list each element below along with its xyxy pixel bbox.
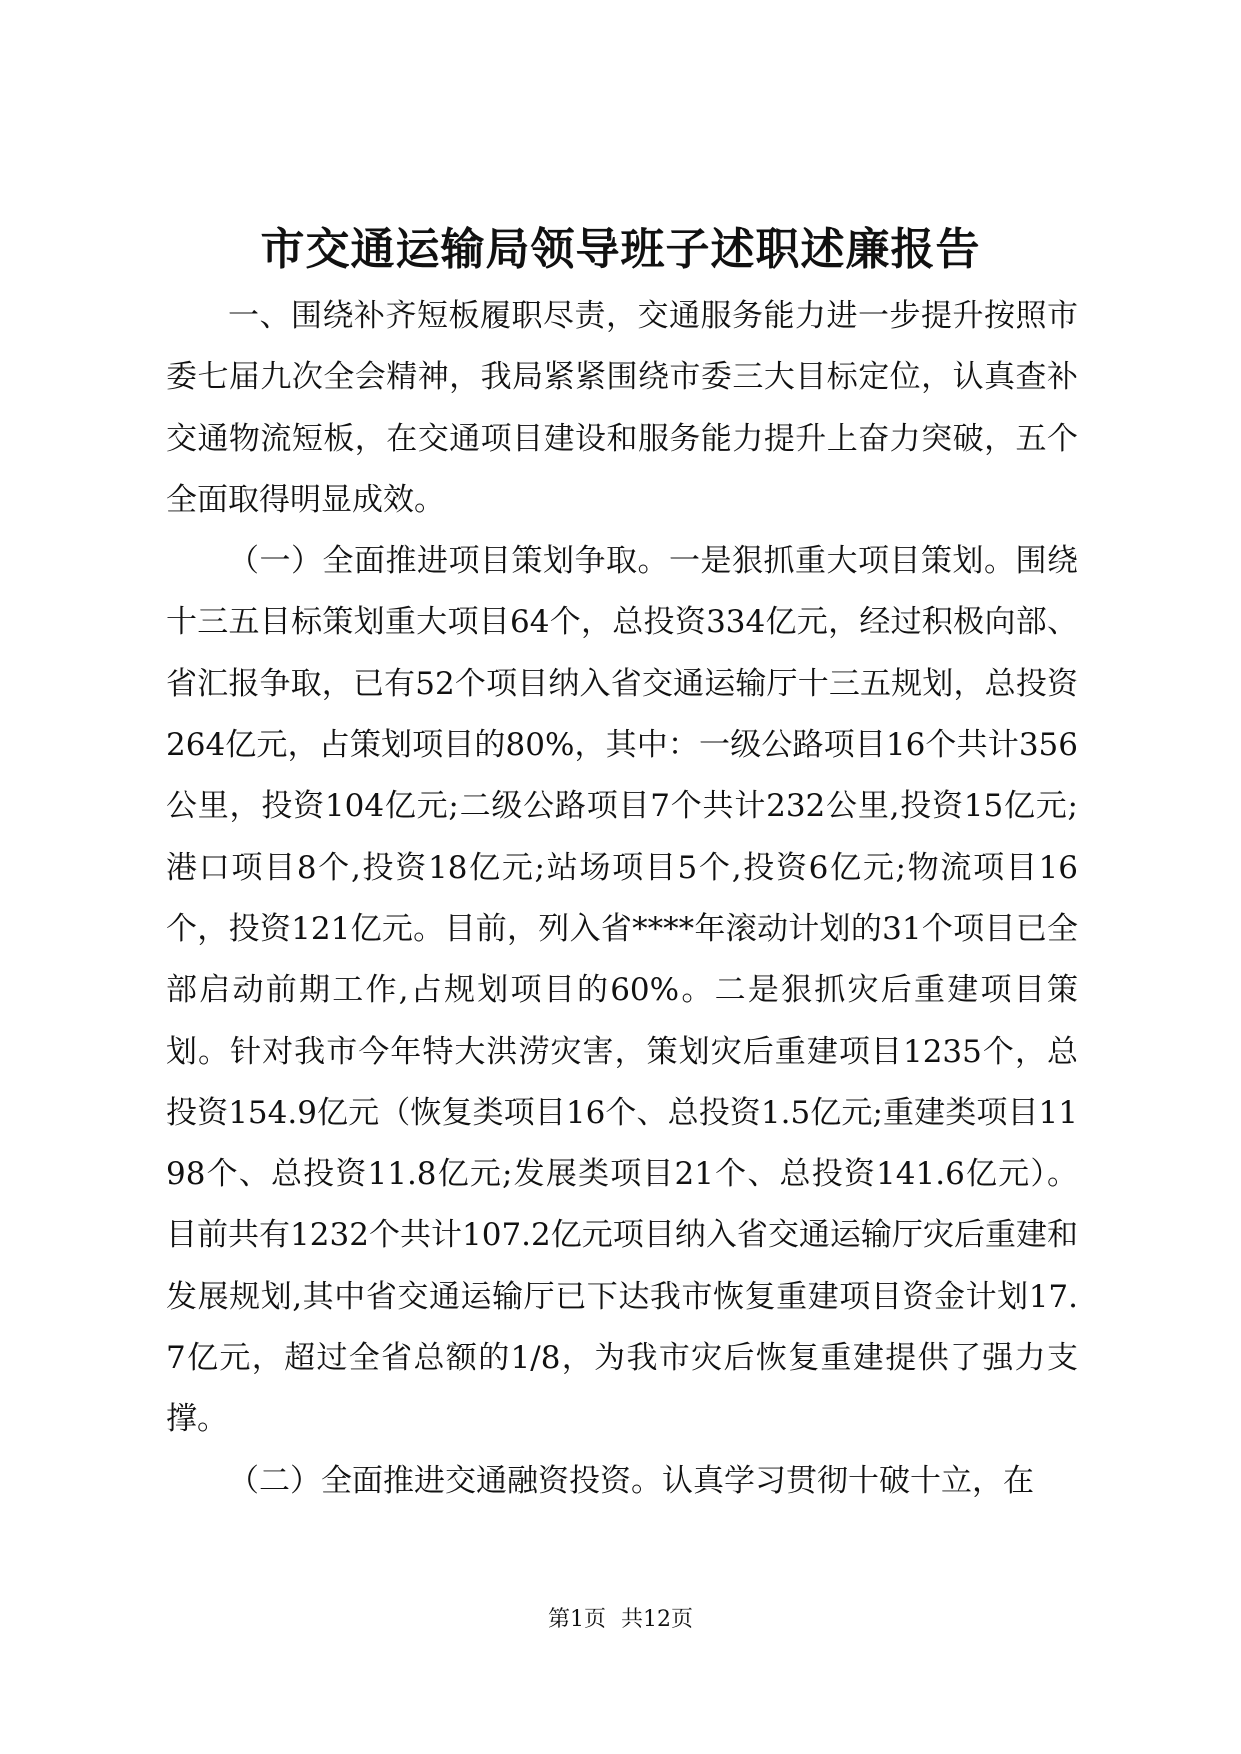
document-title: 市交通运输局领导班子述职述廉报告 [260,224,981,275]
paragraph-1: 一、围绕补齐短板履职尽责，交通服务能力进一步提升按照市委七届九次全会精神，我局紧紧围绕市委三大目标定位，认真查补交通物流短板，在交通项目建设和服务能力提升上奋力突破，五个全面取得明显成效。 [166,298,1078,518]
page-footer [0,1605,1241,1635]
page-total: 共12页 [621,1607,693,1632]
paragraph-2: （一）全面推进项目策划争取。一是狠抓重大项目策划。围绕十三五目标策划重大项目64个，总投资334亿元，经过积极向部、省汇报争取，已有52个项目纳入省交通运输厅十三五规划，总投资264亿元，占策划项目的80%，其中：一级公路项目16个共计356公里，投资104亿元;二级公路项目7个共计232公里,投资15亿元;港口项目8个,投资18亿元;站场项目5个,投资6亿元;物流项目16个，投资121亿元。目前，列入省****年滚动计划的31个项目已全部启动前期工作,占规划项目的60%。二是狠抓灾后重建项目策划。针对我市今年特大洪涝灾害，策划灾后重建项目1235个，总投资154.9亿元（恢复类项目16个、总投资1.5亿元;重建类项目1198个、总投资11.8亿元;发展类项目21个、总投资141.6亿元）。目前共有1232个共计107.2亿元项目纳入省交通运输厅灾后重建和发展规划,其中省交通运输厅已下达我市恢复重建项目资金计划17.7亿元，超过全省总额的1/8，为我市灾后恢复重建提供了强力支撑。 [166,543,1078,1438]
document-body [166,286,1078,1512]
paragraph-3: （二）全面推进交通融资投资。认真学习贯彻十破十立，在 [228,1462,1034,1499]
page-number: 第1页 [548,1607,606,1632]
